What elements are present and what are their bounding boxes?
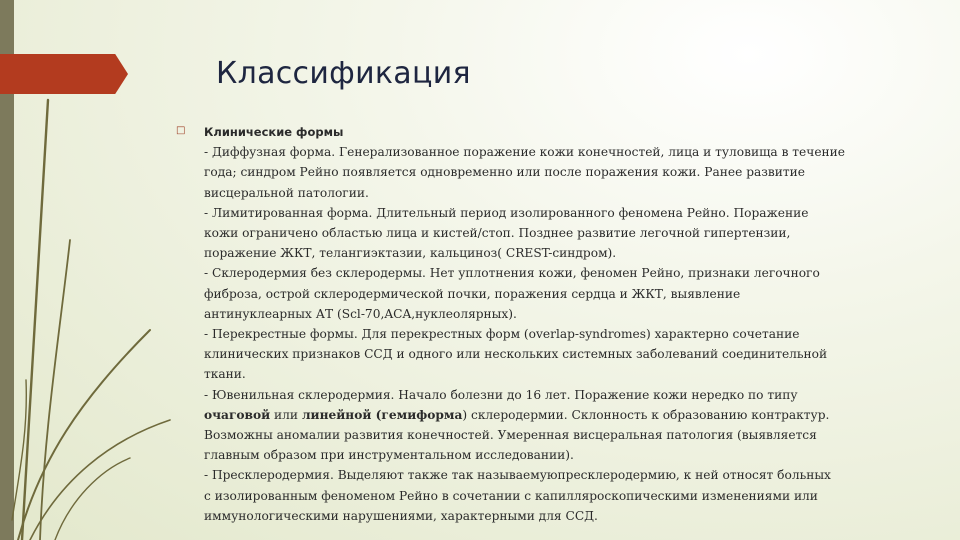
bold-term-focal: очаговой [204,407,271,422]
text-line: - Перекрестные формы. Для перекрестных форм (overlap-syndromes) характерно сочетание [204,327,800,342]
text-line: - Ювенильная склеродермия. Начало болезни до 16 лет. Поражение кожи нередко по типу [204,387,798,402]
slide-content [176,122,856,526]
text-line: поражение ЖКТ, телангиэктазии, кальциноз( CREST-синдром). [204,246,617,261]
text-line: года; синдром Рейно появляется одновременно или после поражения кожи. Ранее развитие [204,165,805,180]
text-line: - Лимитированная форма. Длительный период изолированного феномена Рейно. Поражение [204,205,809,220]
body-text [204,122,856,526]
text-line: - Диффузная форма. Генерализованное поражение кожи конечностей, лица и туловища в течение [204,145,845,160]
bold-term-linear: линейной (гемиформа [301,407,463,422]
text-line: с изолированным феноменом Рейно в сочетании с капилляроскопическими изменениями или [204,488,818,503]
text-line: главным образом при инструментальном исследовании). [204,448,574,463]
text-line: Возможны аномалии развития конечностей. Умеренная висцеральная патология (выявляется [204,428,817,443]
text-line: ткани. [204,367,246,382]
square-bullet-icon: □ [176,125,186,136]
title-accent-ribbon [0,54,128,94]
text-fragment: ) склеродермии. Склонность к образованию контрактур. [462,407,830,422]
text-line: кожи ограничено областью лица и кистей/стоп. Позднее развитие легочной гипертензии, [204,226,791,241]
juvenile-forms-line [204,405,856,425]
text-line: висцеральной патологии. [204,185,369,200]
bullet-item [176,122,856,526]
text-line: клинических признаков ССД и одного или нескольких системных заболеваний соединительной [204,347,828,362]
text-line: иммунологическими нарушениями, характерными для ССД. [204,508,598,523]
slide-title: Классификация [216,56,471,91]
text-line: - Пресклеродермия. Выделяют также так называемуюпресклеродермию, к ней относят больных [204,468,831,483]
text-line: фиброза, острой склеродермической почки, поражения сердца и ЖКТ, выявление [204,286,741,301]
section-heading: Клинические формы [204,125,344,139]
text-line: антинуклеарных АТ (Scl-70,ACA,нуклеолярных). [204,306,517,321]
text-fragment: или [270,407,302,422]
text-line: - Склеродермия без склеродермы. Нет уплотнения кожи, феномен Рейно, признаки легочного [204,266,820,281]
